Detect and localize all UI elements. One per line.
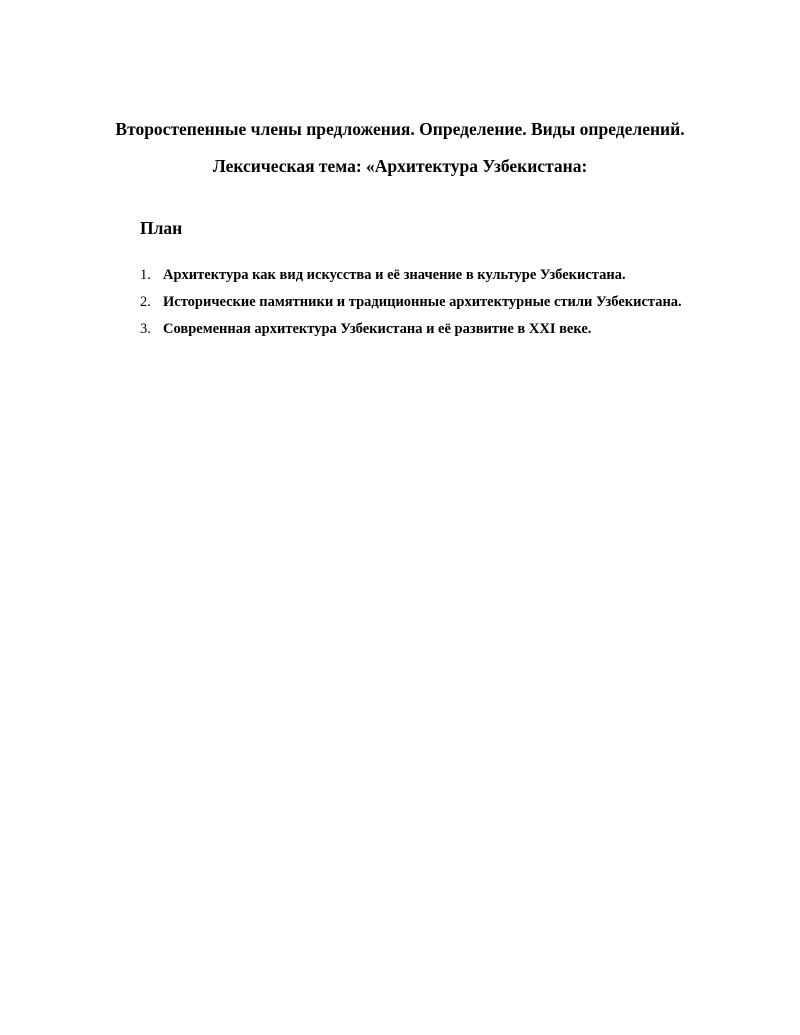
title-line: Второстепенные члены предложения. Определение. Виды определений. bbox=[115, 119, 685, 139]
document-title bbox=[0, 119, 800, 176]
list-item-number: 2. bbox=[140, 294, 151, 310]
list-item-text: Современная архитектура Узбекистана и её развитие в XXI веке. bbox=[163, 321, 592, 337]
plan-heading: План bbox=[140, 218, 183, 238]
list-item-text: Архитектура как вид искусства и её значение в культуре Узбекистана. bbox=[163, 267, 626, 283]
plan-list-item bbox=[140, 320, 682, 339]
list-item-number: 1. bbox=[140, 267, 151, 283]
list-item-text: Исторические памятники и традиционные архитектурные стили Узбекистана. bbox=[163, 294, 682, 310]
plan-list-item bbox=[140, 266, 682, 285]
subtitle-line: Лексическая тема: «Архитектура Узбекистана: bbox=[212, 156, 588, 176]
plan-list bbox=[140, 266, 682, 339]
plan-list-item bbox=[140, 293, 682, 312]
list-item-number: 3. bbox=[140, 321, 151, 337]
